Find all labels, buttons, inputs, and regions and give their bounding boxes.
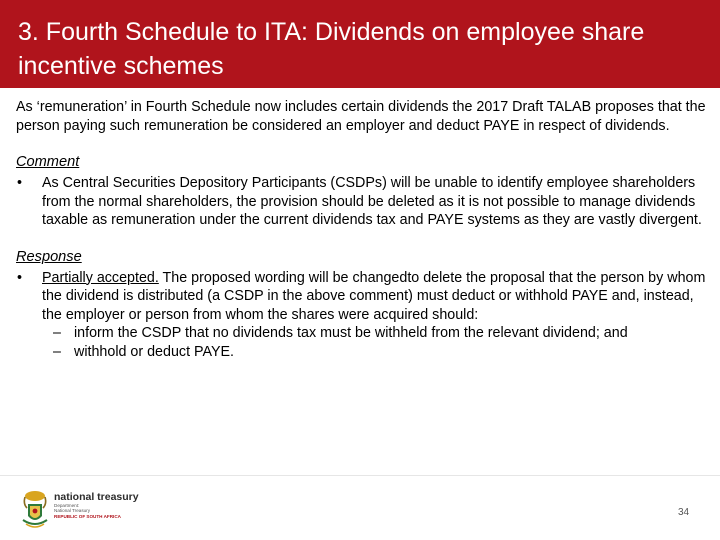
intro-paragraph: As ‘remuneration’ in Fourth Schedule now includes certain dividends the 2017 Draft TALAB proposes that the person paying such remuneration be considered an employer and deduct PAYE in respect of dividends. [16,99,706,134]
response-list [16,269,706,362]
comment-section [16,153,706,230]
coat-of-arms-icon [20,490,50,530]
footer-divider [0,475,720,476]
logo-department-name: National Treasury [54,508,91,514]
response-sub-item [42,324,706,343]
dash-marker: – [53,343,61,360]
response-sub-item [42,343,706,362]
response-sub-text: withhold or deduct PAYE. [74,343,235,360]
bullet-marker: • [17,175,23,191]
logo-country: REPUBLIC OF SOUTH AFRICA [54,513,121,519]
response-section [16,248,706,362]
dash-marker: – [53,325,61,341]
page-number: 34 [678,507,690,518]
response-sub-text: inform the CSDP that no dividends tax must be withheld from the relevant dividend; and [74,325,628,341]
response-sub-list [42,324,706,361]
logo-department: Department: [54,503,80,508]
slide-title: 3. Fourth Schedule to ITA: Dividends on employee share incentive schemes [18,18,645,80]
comment-heading: Comment [16,154,80,170]
national-treasury-logo [20,490,160,530]
response-heading: Response [16,248,82,265]
response-bullet-item [16,269,706,362]
response-text: The proposed wording will be changedto delete the proposal that the person by whom the dividend is distributed (a CSDP in the above comment) must deduct or withhold PAYE and, instead, the employer or person from whom the shares were acquired should: [42,269,706,323]
bullet-marker: • [17,269,23,286]
comment-list [16,174,706,230]
response-status: Partially accepted. [42,269,159,286]
logo-brand: national treasury [54,491,139,503]
logo-text-block [54,491,139,519]
comment-bullet-item [16,174,706,230]
title-bar [0,0,720,88]
comment-bullet-text: As Central Securities Depository Participants (CSDPs) will be unable to identify employee shareholders from the normal shareholders, the provision should be deleted as it is not possible to manage dividends taxable as remuneration under the current dividends tax and PAYE systems as they are vastly divergent. [42,175,702,228]
slide-content [16,98,706,361]
